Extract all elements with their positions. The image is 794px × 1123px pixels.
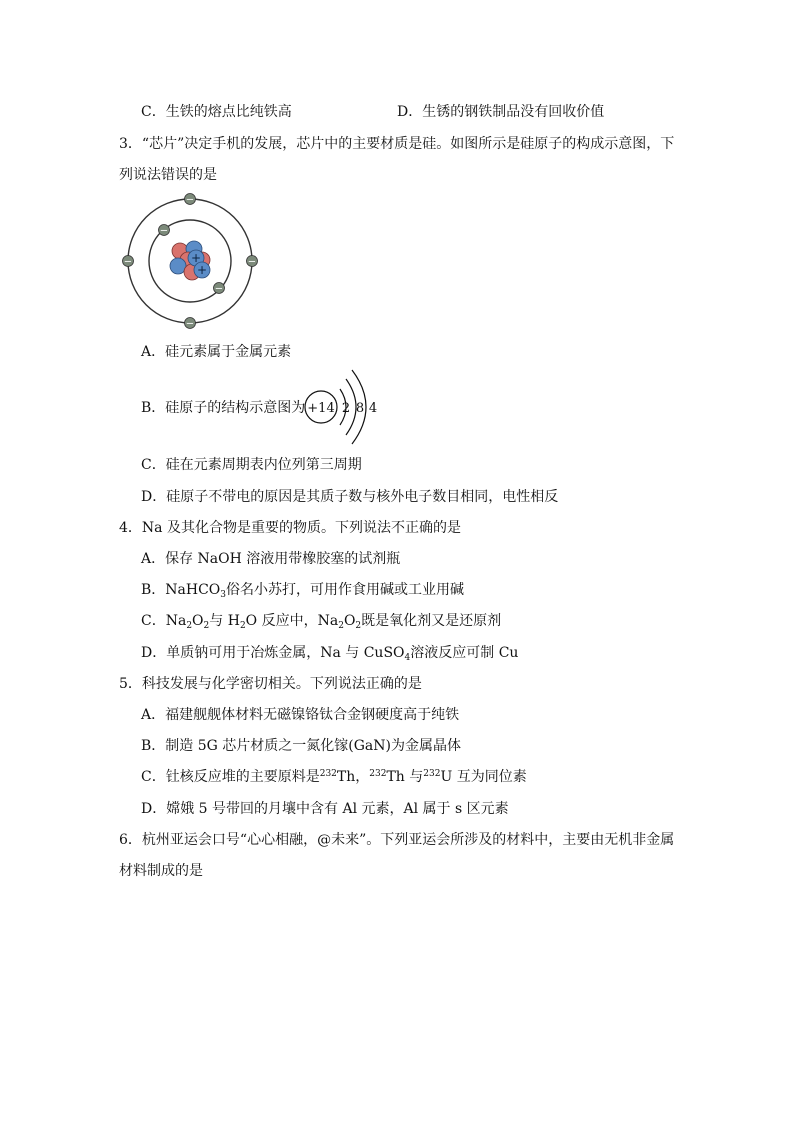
- q4-option-c: C．$Na_2O_2$与 $H_2O$ 反应中，$Na_2O_2$既是氧化剂又是还原剂: [141, 613, 502, 631]
- q4-option-a: A．保存 NaOH 溶液用带橡胶塞的试剂瓶: [141, 551, 401, 567]
- svg-text:−: −: [247, 256, 257, 268]
- q5-option-a: A．福建舰舰体材料无磁镍铬钛合金钢硬度高于纯铁: [141, 707, 460, 723]
- q5-option-c: C．钍核反应堆的主要原料是$^{232}$Th，$^{232}$Th 与$^{232}$U 互为同位素: [141, 769, 527, 785]
- q3-option-b: B．硅原子的结构示意图为: [141, 400, 306, 416]
- svg-text:−: −: [185, 318, 195, 330]
- q3-option-d: D．硅原子不带电的原因是其质子数与核外电子数目相同，电性相反: [141, 489, 559, 505]
- q4-option-b: B．NaHCO$_3$俗名小苏打，可用作食用碱或工业用碱: [141, 582, 465, 600]
- q2-option-c: C．生铁的熔点比纯铁高: [141, 104, 292, 120]
- q5-option-b: B．制造 5G 芯片材质之一氮化镓(GaN)为金属晶体: [141, 738, 461, 754]
- nucleus-charge: +14: [307, 401, 335, 416]
- q3-option-c: C．硅在元素周期表内位列第三周期: [141, 457, 362, 473]
- svg-text:+: +: [196, 263, 208, 277]
- svg-text:−: −: [123, 256, 133, 268]
- q5-stem: 5．科技发展与化学密切相关。下列说法正确的是: [119, 676, 422, 692]
- nucleus: [170, 241, 210, 280]
- shell-2-electrons: 8: [355, 401, 365, 416]
- q6-stem-line2: 材料制成的是: [119, 863, 203, 879]
- q3-option-a: A．硅元素属于金属元素: [141, 344, 292, 360]
- svg-text:−: −: [159, 225, 169, 237]
- q4-stem: 4．Na 及其化合物是重要的物质。下列说法不正确的是: [119, 520, 461, 536]
- shell-3-electrons: 4: [368, 401, 378, 416]
- q3-stem-line1: 3．“芯片”决定手机的发展，芯片中的主要材质是硅。如图所示是硅原子的构成示意图，下: [119, 136, 675, 152]
- q2-option-d: D．生锈的钢铁制品没有回收价值: [397, 104, 605, 120]
- silicon-atom-diagram: [118, 190, 266, 336]
- svg-text:−: −: [214, 283, 224, 295]
- q5-option-d: D．嫦娥 5 号带回的月壤中含有 Al 元素，Al 属于 s 区元素: [141, 801, 509, 817]
- q3-stem-line2: 列说法错误的是: [119, 167, 217, 183]
- q4-option-d: D．单质钠可用于冶炼金属，Na 与 CuSO$_4$溶液反应可制 Cu: [141, 645, 519, 663]
- shell-1-electrons: 2: [341, 401, 351, 416]
- silicon-structure-diagram: [300, 367, 390, 447]
- svg-text:+: +: [190, 251, 202, 265]
- svg-text:−: −: [185, 194, 195, 206]
- q6-stem-line1: 6．杭州亚运会口号“心心相融，@未来”。下列亚运会所涉及的材料中，主要由无机非金属: [119, 832, 675, 848]
